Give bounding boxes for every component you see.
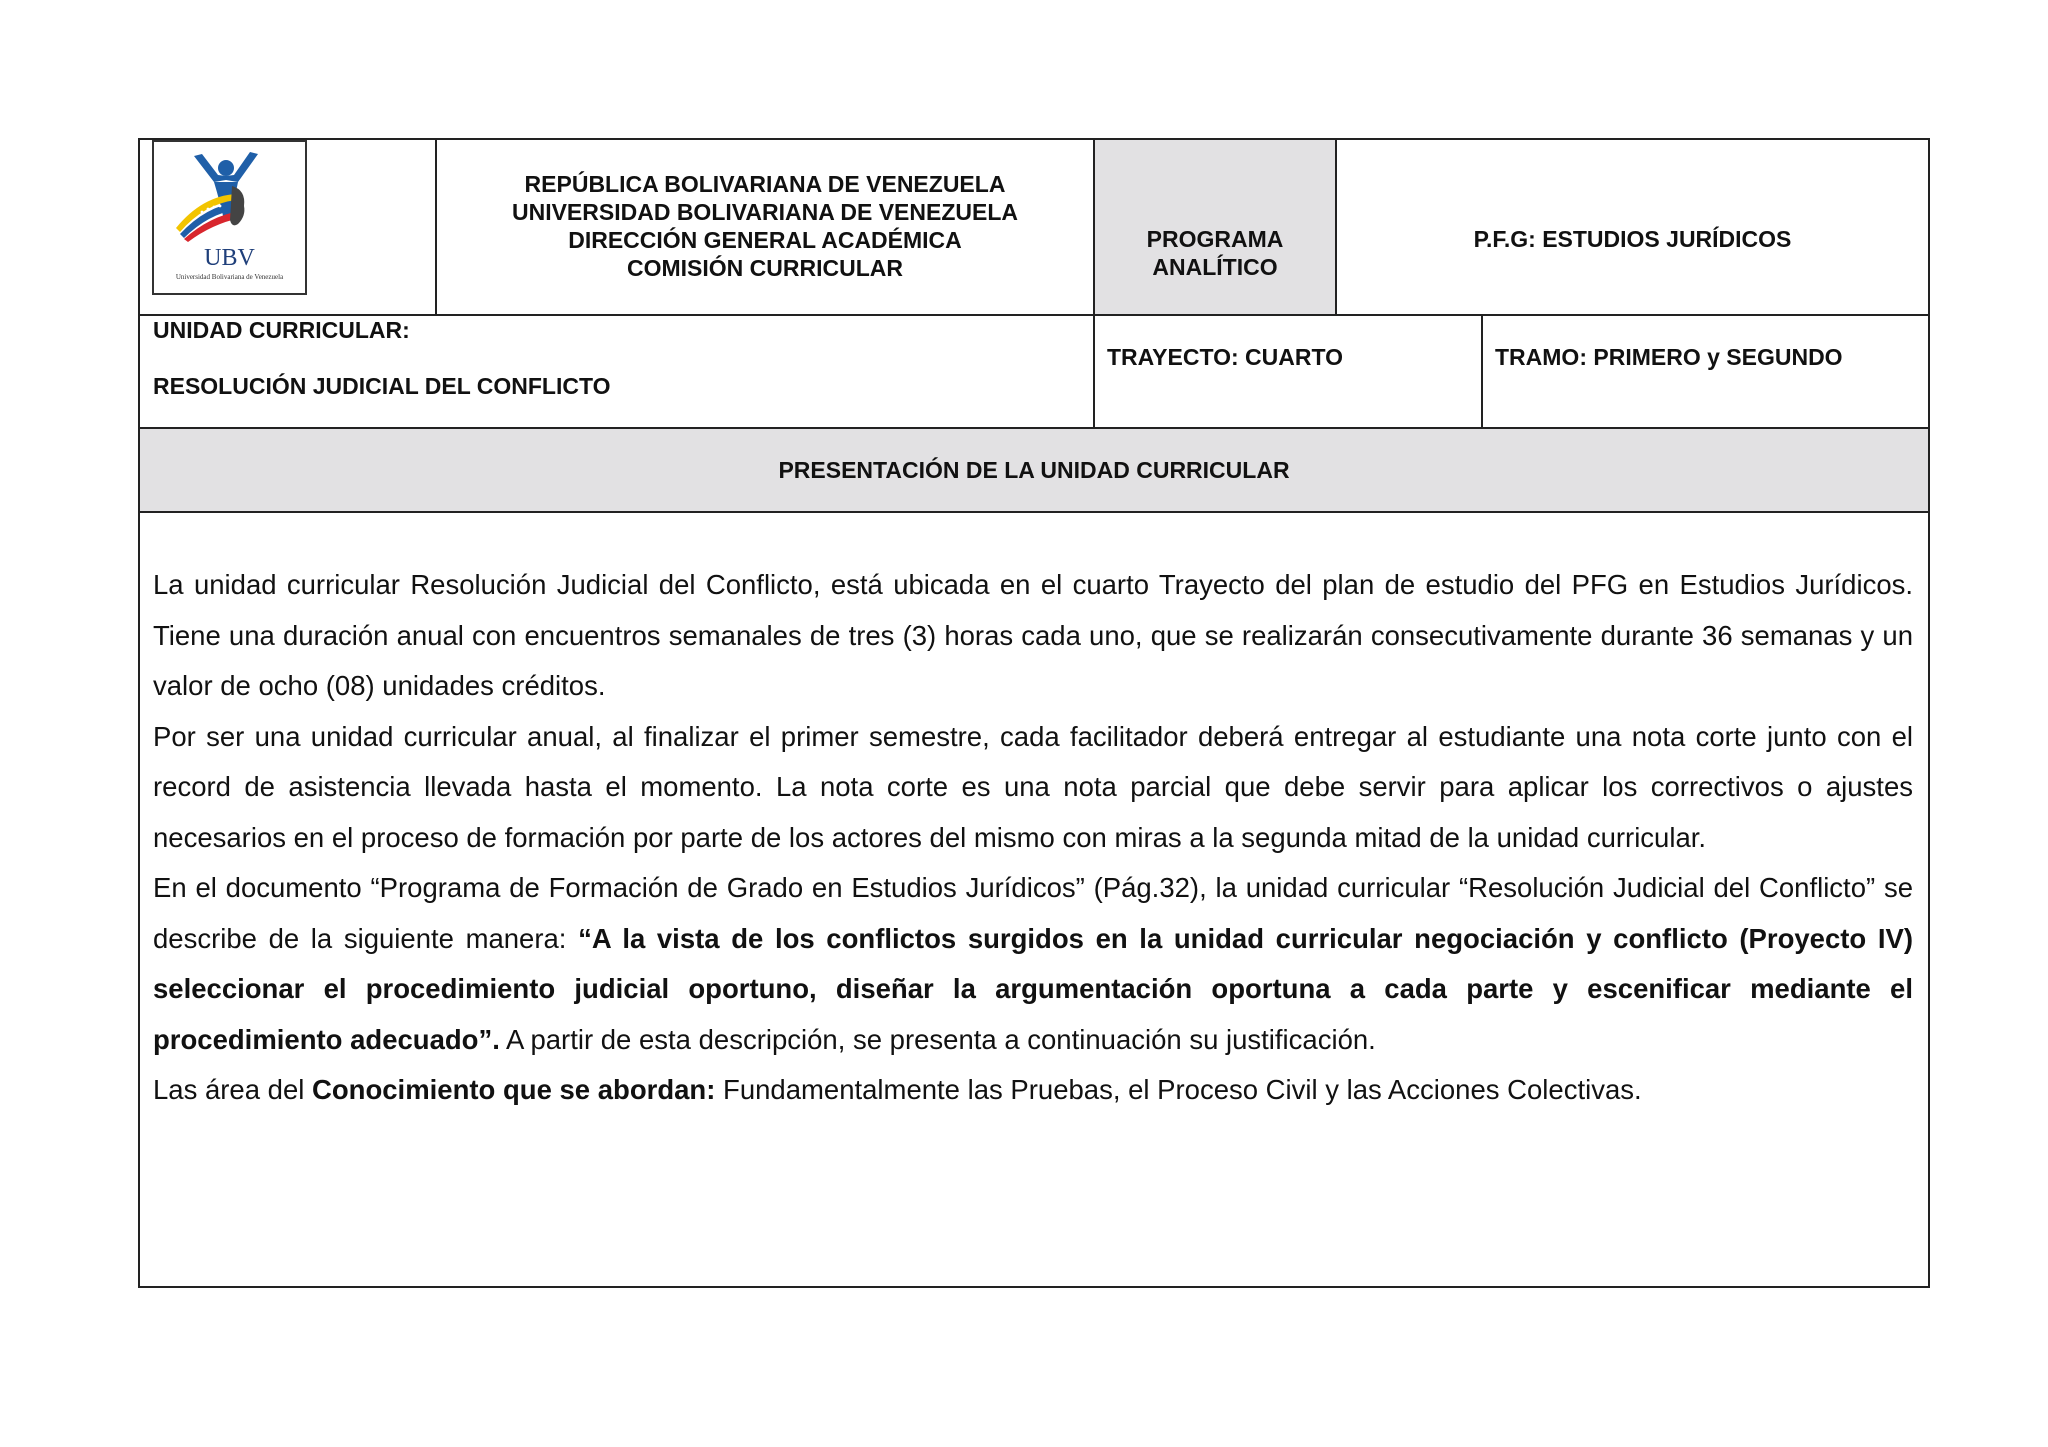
pfg-label: P.F.G: ESTUDIOS JURÍDICOS: [1473, 226, 1792, 252]
institution-line-direction: DIRECCIÓN GENERAL ACADÉMICA: [568, 227, 962, 253]
institution-line-republic: REPÚBLICA BOLIVARIANA DE VENEZUELA: [524, 171, 1006, 197]
ubv-logo: [152, 140, 307, 295]
row-divider-3: [140, 511, 1928, 513]
unit-name: RESOLUCIÓN JUDICIAL DEL CONFLICTO: [153, 373, 611, 399]
tramo-label: TRAMO: PRIMERO y SEGUNDO: [1495, 344, 1843, 370]
logo-caption: Universidad Bolivariana de Venezuela: [175, 273, 284, 281]
row-divider-2: [140, 427, 1928, 429]
program-line-1: PROGRAMA: [1146, 226, 1284, 252]
unit-label: UNIDAD CURRICULAR:: [153, 317, 410, 343]
institution-header: [437, 170, 1093, 282]
presentation-body: [153, 560, 1913, 1116]
program-type-label: [1095, 225, 1335, 281]
description-quote: “A la vista de los conflictos surgidos en la unidad curricular negociación y conflicto (Proyecto IV) seleccionar el procedimiento judicial oportuno, diseñar la argumentación oportuna a cada parte y escenificar mediante el procedimiento adecuado”.: [153, 922, 1913, 1055]
paragraph-location: La unidad curricular Resolución Judicial del Conflicto, está ubicada en el cuarto Trayecto del plan de estudio del PFG en Estudios Jurídicos. Tiene una duración anual con encuentros semanales de tres (3) horas cada uno, que se realizarán consecutivamente durante 36 semanas y un valor de ocho (08) unidades créditos.: [153, 569, 1913, 701]
section-title: PRESENTACIÓN DE LA UNIDAD CURRICULAR: [778, 457, 1290, 483]
logo-acronym: UBV: [204, 245, 255, 271]
description-outro: A partir de esta descripción, se presenta a continuación su justificación.: [499, 1023, 1376, 1055]
trayecto-label: TRAYECTO: CUARTO: [1107, 344, 1343, 370]
paragraph-description: [153, 863, 1913, 1065]
col-divider-tramo: [1481, 314, 1483, 427]
ubv-emblem-icon: [154, 142, 305, 242]
description-intro: En el documento “Programa de Formación de Grado en Estudios Jurídicos” (Pág.32), la unidad curricular “Resolución Judicial del Conflicto” se describe de la siguiente manera:: [153, 872, 1913, 954]
curricular-program-table: [138, 138, 1930, 1288]
program-line-2: ANALÍTICO: [1152, 254, 1278, 280]
col-divider-institution: [1093, 140, 1095, 427]
knowledge-intro: Las área del: [153, 1074, 312, 1105]
knowledge-label: Conocimiento que se abordan:: [312, 1074, 716, 1105]
knowledge-areas: Fundamentalmente las Pruebas, el Proceso Civil y las Acciones Colectivas.: [715, 1074, 1642, 1105]
paragraph-evaluation: Por ser una unidad curricular anual, al finalizar el primer semestre, cada facilitador deberá entregar al estudiante una nota corte junto con el record de asistencia llevada hasta el momento. La nota corte es una nota parcial que debe servir para aplicar los correctivos o ajustes necesarios en el proceso de formación por parte de los actores del mismo con miras a la segunda mitad de la unidad curricular.: [153, 720, 1913, 853]
institution-line-university: UNIVERSIDAD BOLIVARIANA DE VENEZUELA: [511, 199, 1019, 225]
paragraph-knowledge-areas: [153, 1065, 1913, 1116]
institution-line-commission: COMISIÓN CURRICULAR: [627, 255, 903, 281]
